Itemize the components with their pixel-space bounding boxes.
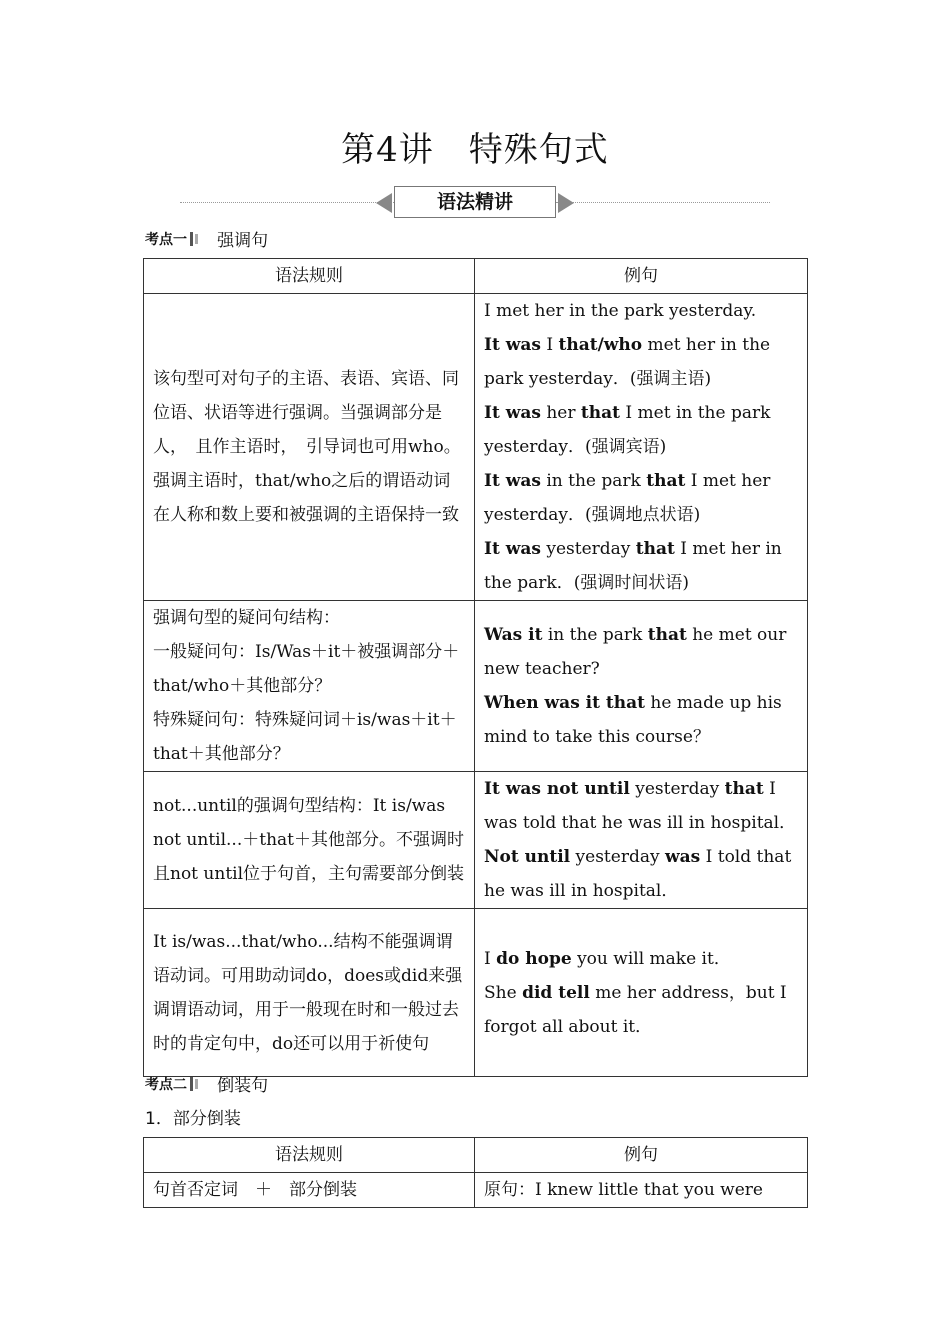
example-line: Was it in the park that he met our new teacher?: [484, 625, 787, 679]
rule-cell: [144, 601, 475, 772]
section1-title: 强调句: [217, 231, 269, 251]
tag-bar-icon: [190, 232, 193, 246]
example-line: She did tell me her address，but I forgot all about it．: [484, 982, 787, 1037]
banner-right-arrow: [558, 193, 574, 213]
rule-cell: 句首否定词 ＋ 部分倒装: [144, 1173, 475, 1208]
banner-left-arrow: [376, 193, 392, 213]
tag-bar-icon: [195, 1079, 198, 1089]
header-rule: 语法规则: [144, 259, 475, 294]
rule-cell: [144, 909, 475, 1077]
example-line: I met her in the park yesterday.: [484, 301, 757, 321]
rule-text: 该句型可对句子的主语、表语、宾语、同位语、状语等进行强调。当强调部分是人， 且作主语时， 引导词也可用who。强调主语时，that/who之后的谓语动词在人称和数上要和被强调的主语保持一致: [153, 369, 461, 525]
rule-text: 一般疑问句：Is/Was＋it＋被强调部分＋that/who＋其他部分？: [153, 642, 460, 696]
example-line: It was in the park that I met her yesterday．(强调地点状语): [484, 471, 771, 525]
tag-bar-icon: [190, 1077, 193, 1091]
rule-text: 特殊疑问句：特殊疑问词＋is/was＋it＋that＋其他部分？: [153, 710, 457, 764]
example-line: It was not until yesterday that I was told that he was ill in hospital．: [484, 779, 797, 833]
header-example: 例句: [475, 1138, 808, 1173]
rule-cell: [144, 772, 475, 909]
banner-divider-left: [180, 202, 394, 203]
example-cell: [475, 294, 808, 601]
header-rule: 语法规则: [144, 1138, 475, 1173]
example-cell: [475, 909, 808, 1077]
example-line: It was her that I met in the park yesterday．(强调宾语): [484, 403, 771, 457]
page-title: 第4讲 特殊句式: [341, 130, 609, 170]
example-line: It was yesterday that I met her in the park．(强调时间状语): [484, 539, 782, 593]
section2-heading: [145, 1071, 268, 1096]
section1-tag: 考点一: [145, 231, 187, 248]
example-cell: 原句：I knew little that you were: [475, 1173, 808, 1208]
banner-divider-right: [556, 202, 770, 203]
header-example: 例句: [475, 259, 808, 294]
rule-text: 强调句型的疑问句结构：: [153, 608, 340, 628]
rule-cell: [144, 294, 475, 601]
emphasis-table: [143, 258, 808, 1077]
example-cell: [475, 772, 808, 909]
inversion-table: [143, 1137, 808, 1208]
example-line: It was I that/who met her in the park yesterday．(强调主语): [484, 335, 771, 389]
section2-tag: 考点二: [145, 1076, 187, 1093]
rule-text: It is/was...that/who...结构不能强调谓语动词。可用助动词do，does或did来强调谓语动词，用于一般现在时和一般过去时的肯定句中，do还可以用于祈使句: [153, 931, 463, 1054]
section-banner: 语法精讲: [394, 186, 556, 218]
example-cell: [475, 601, 808, 772]
section1-heading: [145, 226, 268, 251]
rule-text: not...until的强调句型结构：It is/was not until...＋that＋其他部分。不强调时且not until位于句首，主句需要部分倒装: [153, 796, 465, 884]
example-line: I do hope you will make it．: [484, 948, 731, 969]
section2-subtitle: 1．部分倒装: [145, 1109, 241, 1129]
section2-title: 倒装句: [217, 1076, 269, 1096]
example-line: Not until yesterday was I told that he was ill in hospital．: [484, 847, 792, 901]
tag-bar-icon: [195, 234, 198, 244]
example-line: When was it that he made up his mind to take this course？: [484, 693, 782, 747]
